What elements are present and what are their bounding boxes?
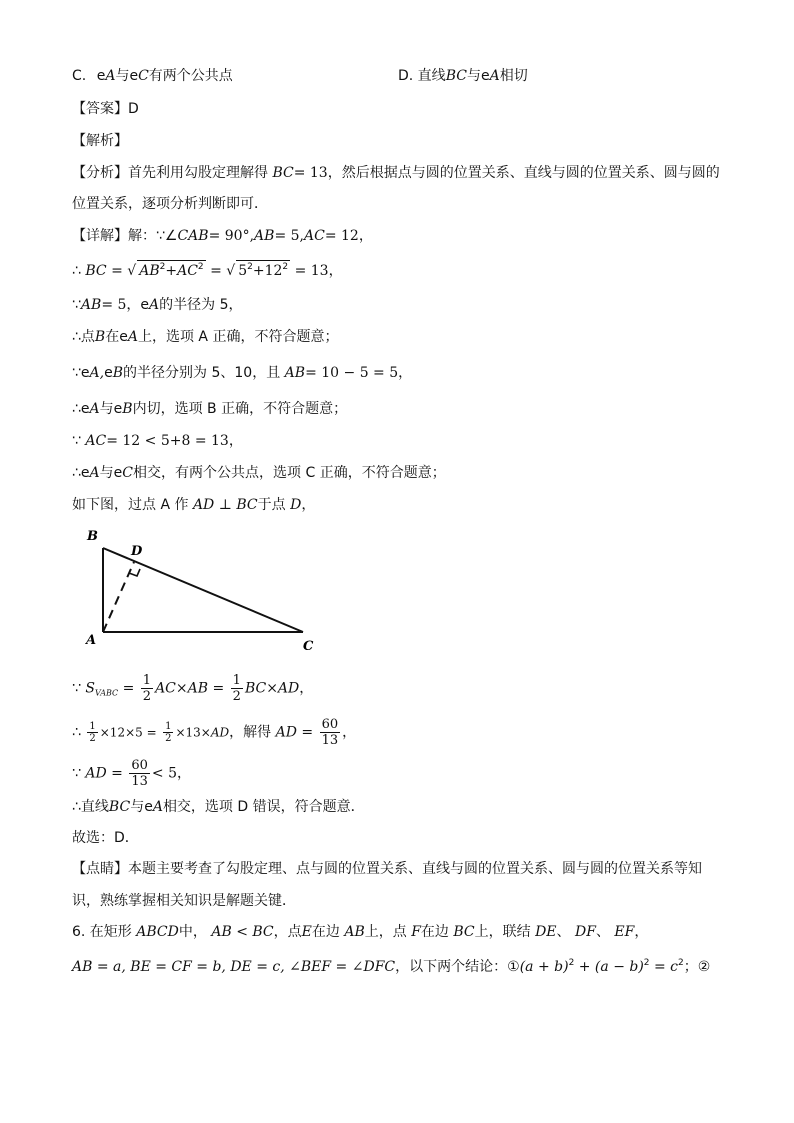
math-var: S (85, 680, 95, 697)
answer-value: D (128, 101, 139, 117)
text: 相交，有两个公共点，选项 C 正确，不符合题意； (133, 465, 446, 481)
radii-line (72, 363, 412, 383)
circle-symbol: e (140, 297, 150, 313)
therefore-symbol: ∴ (72, 401, 81, 417)
math-var: AC (85, 433, 107, 449)
question-number: 6. 在矩形 (72, 924, 132, 940)
question-6-line-1 (72, 922, 648, 942)
dianjing-line-1 (72, 859, 702, 879)
math-var: AC (304, 228, 325, 244)
math-var: CAB (177, 228, 209, 244)
label-b: B (87, 529, 98, 544)
text: 与 (466, 68, 481, 84)
math-var: BC (445, 68, 467, 84)
math-var: A (149, 297, 160, 313)
exponent: 2 (643, 958, 650, 968)
therefore-symbol: ∴ (72, 263, 81, 279)
numerator: 1 (165, 721, 172, 732)
text: 与 (99, 401, 114, 417)
fenxi-line-2: 位置关系，逐项分析判断即可． (72, 196, 268, 212)
math-var: A (152, 799, 163, 815)
numerator: 60 (131, 758, 148, 773)
math-var: AB (211, 924, 232, 940)
text: ； (683, 959, 698, 975)
math-var: AB (139, 263, 160, 279)
final-choice: 故选：D． (72, 830, 139, 846)
exponent: 2 (282, 262, 289, 272)
denominator: 13 (321, 733, 339, 748)
math-text: < (236, 924, 248, 940)
text: ， (342, 724, 357, 741)
fenxi-label: 【分析】 (72, 165, 128, 181)
text: ，以下两个结论： (395, 959, 508, 975)
label-a: A (86, 633, 97, 648)
exponent: 2 (159, 262, 166, 272)
option-c-label: C. (72, 68, 87, 84)
math-var: AB = a, BE = CF = b, DE = c, ∠BEF = ∠DFC (72, 959, 396, 975)
triangle-diagram (78, 522, 328, 657)
math-var: AB (80, 297, 102, 313)
math-text: = (210, 263, 222, 279)
text: 内切，选项 B 正确，不符合题意； (132, 401, 348, 417)
math-var: C (122, 465, 134, 481)
text: 本题主要考查了勾股定理、点与圆的位置关系、直线与圆的位置关系、圆与圆的位置关系等知 (128, 861, 702, 877)
math-var: A (489, 68, 500, 84)
math-var: AD (85, 765, 107, 782)
sqrt-symbol: √ (127, 263, 137, 279)
option-d (398, 66, 528, 86)
math-var: BC (252, 924, 274, 940)
text: 有两个公共点 (148, 68, 233, 84)
math-var: D (290, 497, 302, 513)
denominator: 2 (142, 689, 152, 704)
math-text: < 5， (151, 765, 191, 782)
text: 与 (99, 465, 114, 481)
because-symbol: ∵ (72, 365, 81, 381)
math-var: = c (653, 959, 679, 975)
math-var: E (301, 924, 312, 940)
text: 上，联结 (474, 924, 531, 940)
construction-line (72, 495, 315, 515)
option-a-reason (72, 327, 338, 347)
option-b-reason (72, 399, 347, 419)
radius-line (72, 295, 243, 315)
math-var: F (411, 924, 421, 940)
sqrt-symbol: √ (226, 263, 236, 279)
segment-bc (103, 548, 303, 632)
because-symbol: ∵ (72, 433, 81, 449)
therefore-symbol: ∴ (72, 724, 81, 741)
text: 于点 (257, 497, 286, 513)
math-var: AB (344, 924, 365, 940)
denominator: 13 (131, 774, 148, 789)
math-text: = 13 (293, 165, 328, 181)
xiangjie-label: 【详解】 (72, 228, 128, 244)
circle-symbol: e (104, 365, 113, 381)
math-text: = 10 − 5 = 5， (305, 365, 413, 381)
math-text: 5 (238, 263, 248, 279)
text: ， (126, 297, 141, 313)
text: 相交，选项 D 错误，符合题意． (162, 799, 365, 815)
numerator: 1 (232, 673, 241, 688)
math-var: AD (210, 725, 230, 740)
because-symbol: ∵ (72, 680, 81, 697)
solve-ad-line (72, 717, 356, 748)
answer-label: 【答案】 (72, 101, 128, 117)
text: 与 (130, 799, 145, 815)
option-c (72, 66, 233, 86)
math-text: = 5 (101, 297, 127, 313)
dianjing-line-2: 识，熟练掌握相关知识是解题关键． (72, 893, 296, 909)
text: 在边 (420, 924, 449, 940)
math-var: AD (275, 724, 297, 741)
area-line (72, 673, 313, 704)
ac-compare-line (72, 431, 243, 451)
math-var: EF (614, 924, 635, 940)
text: ， (634, 924, 649, 940)
exponent: 2 (568, 958, 575, 968)
math-var: AD (192, 497, 215, 513)
sqrt-expr-2 (236, 260, 290, 281)
circle-symbol: e (113, 465, 123, 481)
label-c: C (303, 639, 314, 654)
math-text: = 5, (274, 228, 304, 244)
text: 的半径分别为 5、10，且 (123, 365, 281, 381)
circle-symbol: e (80, 401, 90, 417)
math-var: DE (535, 924, 557, 940)
circle-symbol: e (96, 68, 106, 84)
math-var: DF (574, 924, 596, 940)
circle-symbol: e (480, 68, 490, 84)
dianjing-label: 【点睛】 (72, 861, 128, 877)
math-var: + (a − b) (578, 959, 644, 975)
math-text: ×12×5 = (99, 725, 157, 740)
label-d: D (131, 544, 143, 559)
math-text: = 12 < 5+8 = 13， (106, 433, 243, 449)
fraction-half (231, 673, 243, 704)
math-text: = 90°, (208, 228, 255, 244)
math-text: ×13× (175, 725, 211, 740)
question-6-line-2 (72, 957, 710, 977)
math-var: B (122, 401, 133, 417)
text: 首先利用勾股定理解得 (128, 165, 268, 181)
text: 上，选项 A 正确，不符合题意； (137, 329, 339, 345)
text: 在边 (311, 924, 340, 940)
denominator: 2 (165, 733, 172, 744)
math-var: (a + b) (519, 959, 569, 975)
math-var: ABCD (136, 924, 179, 940)
denominator: 2 (232, 689, 241, 704)
text: 在 (105, 329, 120, 345)
text: ， (299, 680, 314, 697)
ad-compare-line (72, 758, 191, 789)
bc-calc-line (72, 260, 343, 281)
math-text: = (122, 680, 135, 697)
fraction-half (87, 721, 97, 744)
therefore-symbol: ∴ (72, 465, 81, 481)
math-var: A (105, 68, 116, 84)
exponent: 2 (247, 262, 253, 272)
text: 、 (595, 924, 610, 940)
exponent: 2 (197, 262, 204, 272)
math-var: BC (85, 263, 107, 279)
circle-symbol: e (80, 465, 90, 481)
circle-symbol: e (113, 401, 123, 417)
text: 与 (115, 68, 130, 84)
text: ，然后根据点与圆的位置关系、直线与圆的位置关系、圆与圆的 (327, 165, 720, 181)
because-symbol: ∵ (72, 297, 81, 313)
math-var: A (89, 465, 100, 481)
math-var: BC (236, 497, 258, 513)
math-var: AB (254, 228, 275, 244)
math-var: AB (284, 365, 306, 381)
option-c-reason (72, 463, 446, 483)
text: 相切 (499, 68, 528, 84)
math-var: BC×AD (244, 680, 300, 697)
math-var: B (112, 365, 124, 381)
math-text: = 12， (324, 228, 373, 244)
math-text: + (165, 263, 178, 279)
math-var: A (127, 329, 138, 345)
text: 、 (556, 924, 571, 940)
math-text: = (111, 765, 123, 782)
math-text: +12 (252, 263, 283, 279)
text: ∴点 (72, 329, 95, 345)
option-d-label: D. 直线 (398, 68, 446, 84)
text: ， (301, 497, 316, 513)
fraction-60-13 (129, 758, 150, 789)
text: 如下图，过点 A 作 (72, 497, 189, 513)
circled-number: ① (507, 959, 520, 975)
math-var: A, (89, 365, 105, 381)
text: ，点 (273, 924, 302, 940)
sqrt-expr-1 (137, 260, 205, 281)
math-text: = (111, 263, 123, 279)
math-var: A (89, 401, 100, 417)
math-var: AC×AB (155, 680, 209, 697)
exponent: 2 (678, 958, 684, 968)
numerator: 1 (142, 673, 152, 688)
circle-symbol: e (80, 365, 90, 381)
circle-symbol: e (144, 799, 153, 815)
fenxi-line-1 (72, 163, 720, 183)
fraction-half (141, 673, 153, 704)
circle-symbol: e (129, 68, 139, 84)
text: 中， (178, 924, 207, 940)
fraction-60-13 (320, 717, 341, 748)
math-var: BC (272, 165, 294, 181)
subscript: VABC (94, 688, 119, 698)
answer-line (72, 99, 139, 119)
math-var: C (138, 68, 149, 84)
fraction-half (163, 721, 173, 744)
perp-symbol: ⊥ (218, 497, 232, 513)
numerator: 1 (89, 721, 96, 732)
numerator: 60 (321, 717, 339, 732)
math-var: BC (108, 799, 131, 815)
denominator: 2 (89, 733, 96, 744)
circle-symbol: e (119, 329, 128, 345)
xiangjie-line (72, 226, 373, 246)
option-d-reason (72, 797, 365, 817)
text: ∴直线 (72, 799, 109, 815)
math-text: = (301, 724, 314, 741)
text: 解：∵∠ (128, 228, 178, 244)
text: ，解得 (229, 724, 272, 741)
circled-number: ② (697, 959, 711, 975)
text: 上，点 (364, 924, 407, 940)
text: 的半径为 5， (159, 297, 243, 313)
math-var: BC (453, 924, 475, 940)
math-var: B (94, 329, 106, 345)
math-var: AC (177, 263, 198, 279)
analysis-heading: 【解析】 (72, 133, 128, 149)
math-text: = 13， (294, 263, 343, 279)
because-symbol: ∵ (72, 765, 81, 782)
math-text: = (212, 680, 225, 697)
